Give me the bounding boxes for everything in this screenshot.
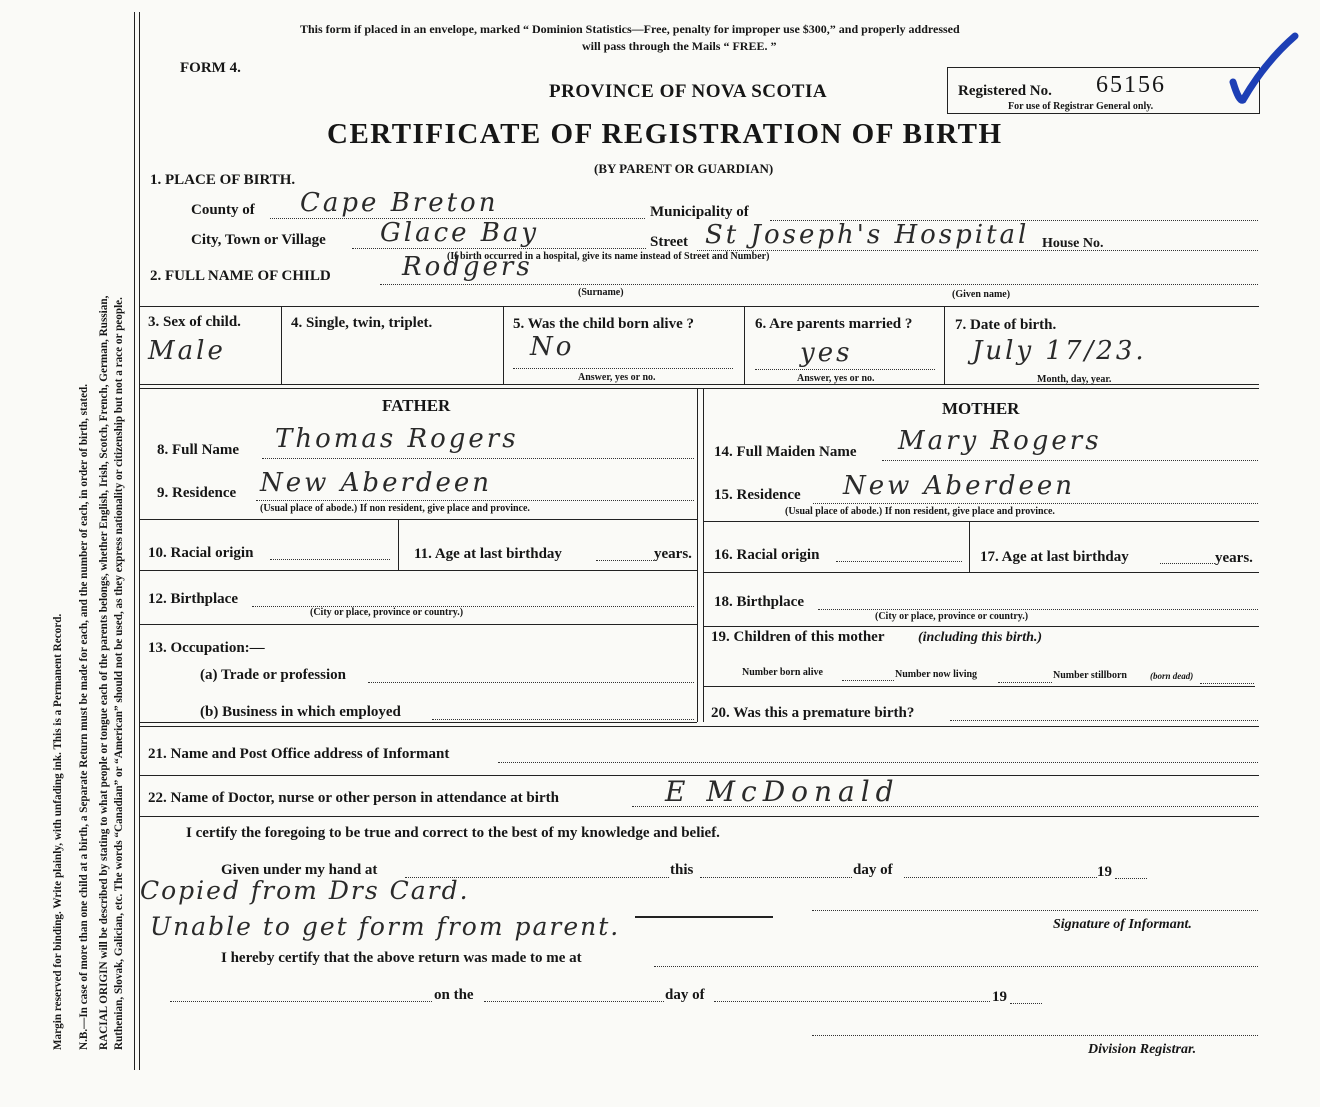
dob-caption: Month, day, year.: [1037, 374, 1112, 385]
mother-birthplace-caption: (City or place, province or country.): [875, 611, 1029, 622]
street-value: St Joseph's Hospital: [705, 220, 1030, 250]
mother-age-label: 17. Age at last birthday: [980, 549, 1129, 565]
registered-value: 65156: [1096, 72, 1166, 98]
county-label: County of: [191, 202, 255, 218]
city-label: City, Town or Village: [191, 232, 326, 248]
check-mark-icon: [1225, 32, 1315, 112]
doctor-label: 22. Name of Doctor, nurse or other person in attendance at birth: [148, 790, 559, 806]
stillborn-note: (born dead): [1150, 671, 1194, 681]
father-residence-label: 9. Residence: [157, 485, 237, 501]
street-label: Street: [650, 234, 689, 250]
mail-notice-line2: will pass through the Mails “ FREE. ”: [582, 39, 777, 53]
mother-residence-label: 15. Residence: [714, 487, 801, 503]
occupation-label: 13. Occupation:—: [148, 640, 265, 656]
given-name-caption: (Given name): [952, 289, 1011, 300]
mail-notice-line1: This form if placed in an envelope, marked “ Dominion Statistics—Free, penalty for improper use $300,” and properly addressed: [300, 22, 960, 36]
parents-married-label: 6. Are parents married ?: [755, 316, 913, 332]
margin-note-separate-return: N.B.—In case of more than one child at a birth, a Separate Return must be made for each, and the number of each, in order of birth, stated.: [78, 383, 90, 1050]
margin-note-racial-origin: RACIAL ORIGIN will be described by stating to what people or tongue each of the parents belongs, whether English, Irish, Scotch, French, German, Russian,: [98, 295, 110, 1050]
parents-married-value: yes: [800, 338, 853, 368]
handwritten-note-line1: Copied from Drs Card.: [140, 876, 470, 905]
registrar-note: For use of Registrar General only.: [1008, 101, 1154, 112]
margin-note-nationality: Ruthenian, Slovak, Galician, etc. The words “Canadian” or “American” should not be used, as they express nationality or citizenship but not a race or people.: [113, 297, 125, 1050]
given-under-hand: Given under my hand at: [221, 862, 378, 878]
child-name-label: 2. FULL NAME OF CHILD: [150, 268, 331, 284]
father-residence-value: New Aberdeen: [260, 468, 493, 498]
doctor-value: E McDonald: [665, 775, 900, 808]
mother-racial-label: 16. Racial origin: [714, 547, 820, 563]
day-of-label-2: day of: [665, 987, 705, 1003]
father-racial-label: 10. Racial origin: [148, 545, 254, 561]
year-prefix-label-2: 19: [992, 989, 1007, 1005]
year-prefix-label: 19: [1097, 864, 1112, 880]
father-birthplace-label: 12. Birthplace: [148, 591, 238, 607]
stillborn-caption: Number stillborn: [1053, 670, 1127, 681]
certificate-title: CERTIFICATE OF REGISTRATION OF BIRTH: [327, 118, 1003, 150]
father-heading: FATHER: [382, 396, 451, 415]
binding-rule: [134, 12, 135, 1070]
mother-name-value: Mary Rogers: [898, 426, 1102, 456]
mother-birthplace-label: 18. Birthplace: [714, 594, 804, 610]
born-alive-caption: Number born alive: [742, 667, 823, 678]
city-value: Glace Bay: [380, 218, 540, 248]
handwritten-note-line2: Unable to get form from parent.: [150, 912, 621, 941]
father-age-label: 11. Age at last birthday: [414, 546, 562, 562]
this-label: this: [670, 862, 694, 878]
married-answer-caption: Answer, yes or no.: [797, 373, 875, 384]
now-living-caption: Number now living: [895, 669, 978, 680]
day-of-label: day of: [853, 862, 893, 878]
on-the-label: on the: [434, 987, 474, 1003]
certificate-subtitle: (BY PARENT OR GUARDIAN): [594, 161, 774, 176]
date-of-birth-value: July 17/23.: [972, 336, 1147, 366]
registered-number-box: [947, 67, 1260, 114]
children-label: 19. Children of this mother: [711, 629, 885, 645]
sex-label: 3. Sex of child.: [148, 314, 241, 330]
mother-residence-value: New Aberdeen: [843, 471, 1076, 501]
margin-note-binding: Margin reserved for binding. Write plainly, with unfading ink. This is a Permanent Record.: [52, 613, 64, 1050]
surname-caption: (Surname): [578, 287, 624, 298]
father-residence-caption: (Usual place of abode.) If non resident, give place and province.: [260, 503, 530, 514]
division-registrar-caption: Division Registrar.: [1088, 1042, 1197, 1057]
registrar-certify: I hereby certify that the above return was made to me at: [221, 950, 582, 966]
province-heading: PROVINCE OF NOVA SCOTIA: [549, 81, 828, 102]
child-surname-value: Rodgers: [402, 252, 533, 282]
father-name-value: Thomas Rogers: [275, 424, 519, 454]
mother-name-label: 14. Full Maiden Name: [714, 444, 857, 460]
certify-statement: I certify the foregoing to be true and correct to the best of my knowledge and belief.: [186, 825, 720, 841]
mother-residence-caption: (Usual place of abode.) If non resident, give place and province.: [785, 506, 1055, 517]
house-number-label: House No.: [1042, 236, 1104, 251]
hospital-note: (If birth occurred in a hospital, give its name instead of Street and Number): [447, 251, 770, 262]
business-label: (b) Business in which employed: [200, 704, 401, 720]
premature-label: 20. Was this a premature birth?: [711, 705, 915, 721]
children-note: (including this birth.): [918, 630, 1043, 645]
father-birthplace-caption: (City or place, province or country.): [310, 607, 464, 618]
signature-informant-caption: Signature of Informant.: [1053, 917, 1192, 932]
born-alive-label: 5. Was the child born alive ?: [513, 316, 694, 332]
municipality-label: Municipality of: [650, 204, 749, 220]
county-value: Cape Breton: [300, 188, 499, 218]
place-of-birth-heading: 1. PLACE OF BIRTH.: [150, 172, 296, 188]
born-alive-value: No: [530, 332, 575, 362]
plurality-label: 4. Single, twin, triplet.: [291, 315, 433, 331]
registered-label: Registered No.: [958, 83, 1052, 99]
father-age-years: years.: [654, 546, 692, 562]
date-of-birth-label: 7. Date of birth.: [955, 317, 1057, 333]
trade-label: (a) Trade or profession: [200, 667, 346, 683]
form-number: FORM 4.: [180, 60, 241, 76]
mother-age-years: years.: [1215, 550, 1253, 566]
mother-heading: MOTHER: [942, 399, 1020, 418]
alive-answer-caption: Answer, yes or no.: [578, 372, 656, 383]
sex-value: Male: [148, 336, 226, 366]
father-name-label: 8. Full Name: [157, 442, 240, 458]
informant-label: 21. Name and Post Office address of Informant: [148, 746, 450, 762]
